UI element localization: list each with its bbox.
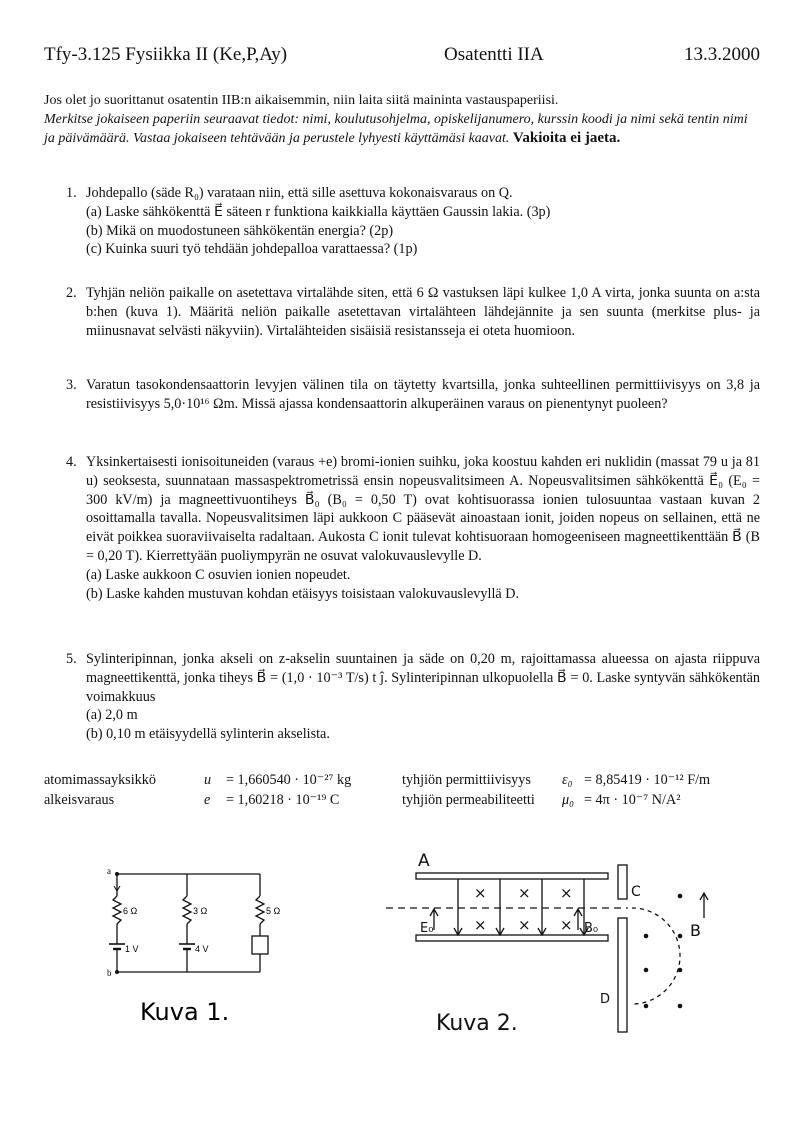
label-v1: 1 V	[125, 944, 139, 954]
instruction-line: Jos olet jo suorittanut osatentin IIB:n aikaisemmin, niin laita siitä maininta vastauspaperiisi.	[44, 93, 559, 108]
field-dot	[678, 934, 683, 939]
label-C: C	[631, 884, 641, 900]
resistor-5ohm	[256, 896, 264, 924]
const-mu-symbol: μ₀	[562, 792, 575, 808]
const-mu-name: tyhjiön permeabiliteetti	[402, 792, 535, 808]
cross-mark: ×	[518, 916, 531, 934]
const-amu-symbol: u	[204, 772, 212, 788]
plate-bottom	[416, 935, 608, 941]
label-r3: 5 Ω	[266, 906, 281, 916]
problem-subpart: (a) 2,0 m	[86, 707, 138, 724]
label-B: B	[690, 921, 701, 940]
const-eps-symbol: ε₀	[562, 772, 573, 788]
node-b	[115, 970, 119, 974]
caption-figure-2: Kuva 2.	[436, 1011, 518, 1036]
problem-number: 5.	[66, 651, 77, 667]
resistor-6ohm	[113, 896, 121, 924]
instruction-bold: Vakioita ei jaeta.	[512, 130, 621, 146]
field-dot	[644, 968, 649, 973]
plate-top	[416, 873, 608, 879]
const-eps-name: tyhjiön permittiivisyys	[402, 772, 531, 788]
problem-subpart: (b) 0,10 m etäisyydellä sylinterin akselista.	[86, 726, 330, 743]
problem-2	[44, 284, 760, 340]
cross-mark: ×	[560, 884, 573, 902]
cross-mark: ×	[518, 884, 531, 902]
cross-mark: ×	[474, 916, 487, 934]
node-a	[115, 872, 119, 876]
problem-number: 3.	[66, 377, 77, 393]
field-dot	[678, 968, 683, 973]
figure-2-spectrometer	[378, 848, 723, 1038]
cross-mark: ×	[474, 884, 487, 902]
exam-date: 13.3.2000	[684, 44, 760, 65]
resistor-3ohm	[183, 896, 191, 924]
problem-5	[44, 650, 760, 744]
problem-subpart: (a) Laske aukkoon C osuvien ionien nopeudet.	[86, 566, 351, 583]
label-a: a	[107, 866, 111, 876]
field-dot	[644, 1004, 649, 1009]
cross-mark: ×	[560, 916, 573, 934]
problem-text: Tyhjän neliön paikalle on asetettava virtalähde siten, että 6 Ω vastuksen läpi kulkee 1,0 A virta, jonka suunta on a:sta b:hen (kuva 1). Määritä neliön paikalle asetettavan virtalähteen lähdejännite ja sen suunta (merkitse plus- ja miinusnavat selvästi näkyviin). Virtalähteiden sisäisiä resistansseja ei oteta huomioon.	[86, 285, 760, 339]
problem-subpart: (a) Laske sähkökenttä E⃗ säteen r funktiona kaikkialla käyttäen Gaussin lakia. (3p)	[86, 203, 551, 220]
label-v2: 4 V	[195, 944, 209, 954]
problem-subpart: (b) Laske kahden mustuvan kohdan etäisyys toisistaan valokuvauslevyllä D.	[86, 585, 520, 602]
header	[44, 44, 760, 72]
problem-subpart: (b) Mikä on muodostuneen sähkökentän energia? (2p)	[86, 222, 394, 239]
label-E0: E₀	[420, 921, 434, 936]
empty-square	[252, 936, 268, 954]
label-A: A	[418, 851, 430, 871]
field-dot	[678, 1004, 683, 1009]
field-dot	[678, 894, 683, 899]
problem-text: Varatun tasokondensaattorin levyjen välinen tila on täytetty kvartsilla, jonka suhteellinen permittiivisyys on 3,8 ja resistiivisyys 5,0·10¹⁶ Ωm. Missä ajassa kondensaattorin alkuperäinen varaus on pienentynyt puoleen?	[86, 377, 760, 412]
problem-1	[44, 184, 760, 259]
problem-text: Yksinkertaisesti ionisoituneiden (varaus +e) bromi-ionien suihku, joka koostuu kahden eri nuklidin (massat 79 u ja 81 u) seoksesta, suunnataan massaspektrometrissä ensin nopeusvalitsimeen A. Nopeusvalitsimen sähkökenttä E⃗₀ (E₀ = 300 kV/m) ja magneettivuontiheys B⃗₀ (B₀ = 0,50 T) ovat kohtisuorassa ionien tulosuuntaa vastaan kuvan 2 osoittamalla tavalla. Nopeusvalitsimen läpi aukkoon C pääsevät ainoastaan ionit, joiden nopeus on sellainen, että ne eivät poikkea suoraviivaiselta radaltaan. Aukosta C ionit tulevat kohtisuoraan homogeeniseen magneettikenttään B⃗ (B = 0,20 T). Kierrettyään puoliympyrän ne osuvat valokuvauslevylle D.	[86, 454, 760, 564]
problem-number: 1.	[66, 185, 77, 201]
const-mu-value: = 4π · 10⁻⁷ N/A²	[584, 792, 681, 808]
const-e-name: alkeisvaraus	[44, 792, 115, 808]
exam-title: Osatentti IIA	[444, 44, 544, 65]
semicircle-path	[632, 908, 680, 1004]
instruction-italic: Merkitse jokaiseen paperiin seuraavat tiedot: nimi, koulutusohjelma, opiskelijanumero, kurssin koodi ja nimi sekä tentin nimi ja päivämäärä. Vastaa jokaiseen tehtävään ja perustele lyhyesti käyttämäsi kaavat.	[44, 111, 748, 146]
label-r2: 3 Ω	[193, 906, 208, 916]
label-r1: 6 Ω	[123, 906, 138, 916]
const-e-value: = 1,60218 · 10⁻¹⁹ C	[226, 792, 340, 808]
problem-4	[44, 453, 760, 603]
problem-text: Sylinteripinnan, jonka akseli on z-akselin suuntainen ja säde on 0,20 m, rajoittamassa alueessa on ajasta riippuva magneettikenttä, jonka tiheys B⃗ = (1,0 · 10⁻³ T/s) t ĵ. Sylinteripinnan ulkopuolella B⃗ = 0. Laske syntyvän sähkökentän voimakkuus	[86, 651, 760, 705]
label-b: b	[107, 968, 112, 978]
label-D: D	[600, 992, 611, 1007]
problem-number: 4.	[66, 454, 77, 470]
figure-1-circuit	[95, 860, 295, 1030]
caption-figure-1: Kuva 1.	[140, 998, 230, 1026]
const-amu-name: atomimassayksikkö	[44, 772, 156, 788]
const-eps-value: = 8,85419 · 10⁻¹² F/m	[584, 772, 711, 788]
slit-c-upper	[618, 865, 627, 899]
problem-3	[44, 376, 760, 414]
instructions	[44, 92, 760, 149]
problem-text: Johdepallo (säde R₀) varataan niin, että sille asettuva kokonaisvaraus on Q.	[86, 185, 513, 201]
problem-subpart: (c) Kuinka suuri työ tehdään johdepalloa varattaessa? (1p)	[86, 241, 418, 258]
plate-d	[618, 918, 627, 1032]
problem-number: 2.	[66, 285, 77, 301]
field-dot	[644, 934, 649, 939]
const-amu-value: = 1,660540 · 10⁻²⁷ kg	[226, 772, 352, 788]
course-code: Tfy-3.125 Fysiikka II (Ke,P,Ay)	[44, 44, 288, 65]
label-B0: B₀	[584, 921, 599, 936]
const-e-symbol: e	[204, 792, 211, 808]
